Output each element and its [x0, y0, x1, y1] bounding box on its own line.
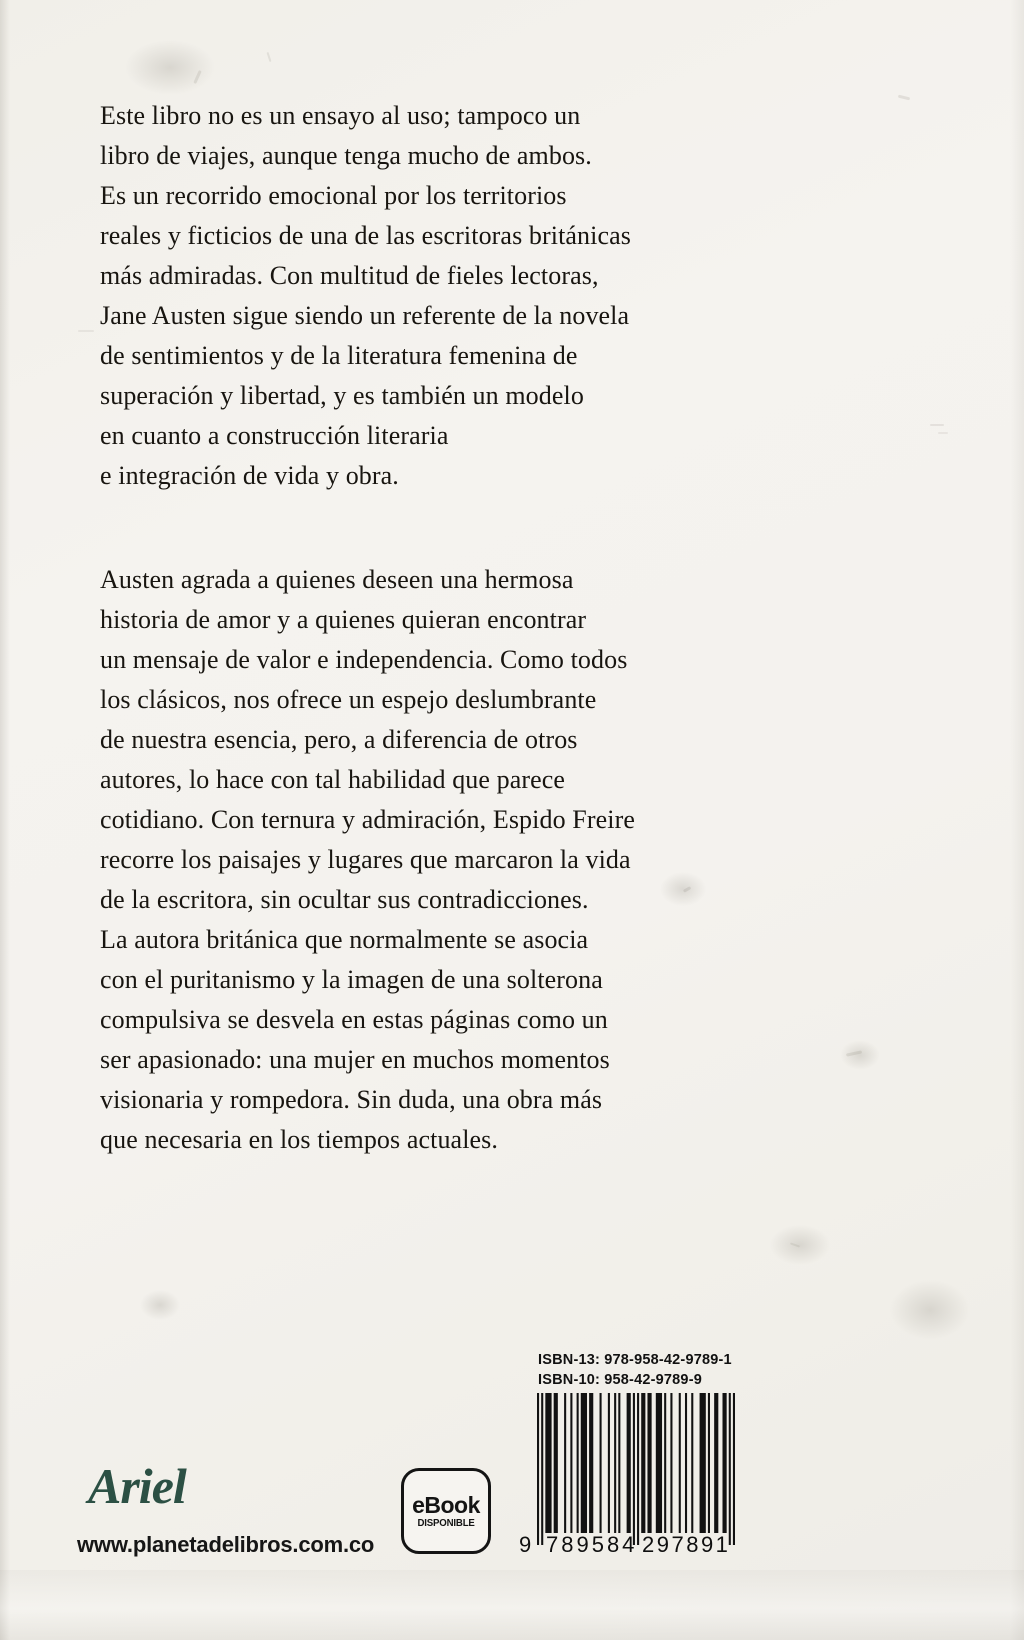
text-line: con el puritanismo y la imagen de una solterona [100, 965, 603, 994]
scan-scratch [938, 432, 948, 434]
barcode-bars [537, 1393, 735, 1545]
text-line: Es un recorrido emocional por los territorios [100, 181, 567, 210]
scan-smudge [140, 1290, 180, 1320]
text-line: superación y libertad, y es también un modelo [100, 381, 584, 410]
synopsis-paragraph-2 [100, 560, 720, 1160]
text-line: recorre los paisajes y lugares que marcaron la vida [100, 845, 631, 874]
ariel-logo: Ariel [88, 1458, 186, 1514]
text-line: compulsiva se desvela en estas páginas como un [100, 1005, 608, 1034]
text-line: historia de amor y a quienes quieran encontrar [100, 605, 587, 634]
barcode-right-group: 297891 [642, 1532, 731, 1557]
text-line: más admiradas. Con multitud de fieles lectoras, [100, 261, 599, 290]
scan-scratch [930, 424, 944, 426]
scan-edge-shadow-right [1010, 0, 1024, 1640]
isbn-10-text: ISBN-10: 958-42-9789-9 [538, 1372, 702, 1388]
text-line: visionaria y rompedora. Sin duda, una obra más [100, 1085, 603, 1114]
text-line: ser apasionado: una mujer en muchos momentos [100, 1045, 610, 1074]
text-line: en cuanto a construcción literaria [100, 421, 449, 450]
scan-scratch [78, 330, 94, 332]
text-line: un mensaje de valor e independencia. Como todos [100, 645, 628, 674]
text-line: Jane Austen sigue siendo un referente de la novela [100, 301, 630, 330]
text-line: cotidiano. Con ternura y admiración, Espido Freire [100, 805, 635, 834]
text-line: Austen agrada a quienes deseen una hermosa [100, 565, 574, 594]
ean13-barcode [519, 1393, 735, 1565]
scan-edge-shadow-left [0, 0, 10, 1640]
isbn-13-text: ISBN-13: 978-958-42-9789-1 [538, 1352, 732, 1368]
text-line: de la escritora, sin ocultar sus contradicciones. [100, 885, 589, 914]
ebook-badge-subtitle: DISPONIBLE [417, 1516, 475, 1529]
barcode-lead-digit: 9 [519, 1532, 532, 1557]
ebook-badge [401, 1468, 491, 1554]
scan-smudge [840, 1040, 880, 1070]
synopsis-paragraph-1 [100, 96, 720, 496]
text-line: de nuestra esencia, pero, a diferencia de otros [100, 725, 578, 754]
scan-scratch [267, 52, 272, 62]
text-line: Este libro no es un ensayo al uso; tampoco un [100, 101, 581, 130]
ebook-badge-title: eBook [412, 1491, 480, 1518]
publisher-website: www.planetadelibros.com.co [77, 1532, 375, 1557]
barcode-left-group: 789584 [546, 1532, 638, 1557]
synopsis [100, 96, 720, 1160]
scan-smudge [770, 1225, 830, 1265]
text-line: de sentimientos y de la literatura femenina de [100, 341, 578, 370]
text-line: autores, lo hace con tal habilidad que parece [100, 765, 566, 794]
barcode-number [519, 1531, 735, 1561]
isbn-block [538, 1350, 732, 1390]
scan-smudge [890, 1280, 970, 1340]
scan-scratch [898, 95, 910, 101]
text-line: que necesaria en los tiempos actuales. [100, 1125, 498, 1154]
scan-band-bottom [0, 1570, 1024, 1640]
scan-smudge [125, 40, 215, 95]
text-line: libro de viajes, aunque tenga mucho de ambos. [100, 141, 592, 170]
text-line: e integración de vida y obra. [100, 461, 399, 490]
text-line: reales y ficticios de una de las escritoras británicas [100, 221, 631, 250]
text-line: La autora británica que normalmente se asocia [100, 925, 589, 954]
text-line: los clásicos, nos ofrece un espejo deslumbrante [100, 685, 597, 714]
